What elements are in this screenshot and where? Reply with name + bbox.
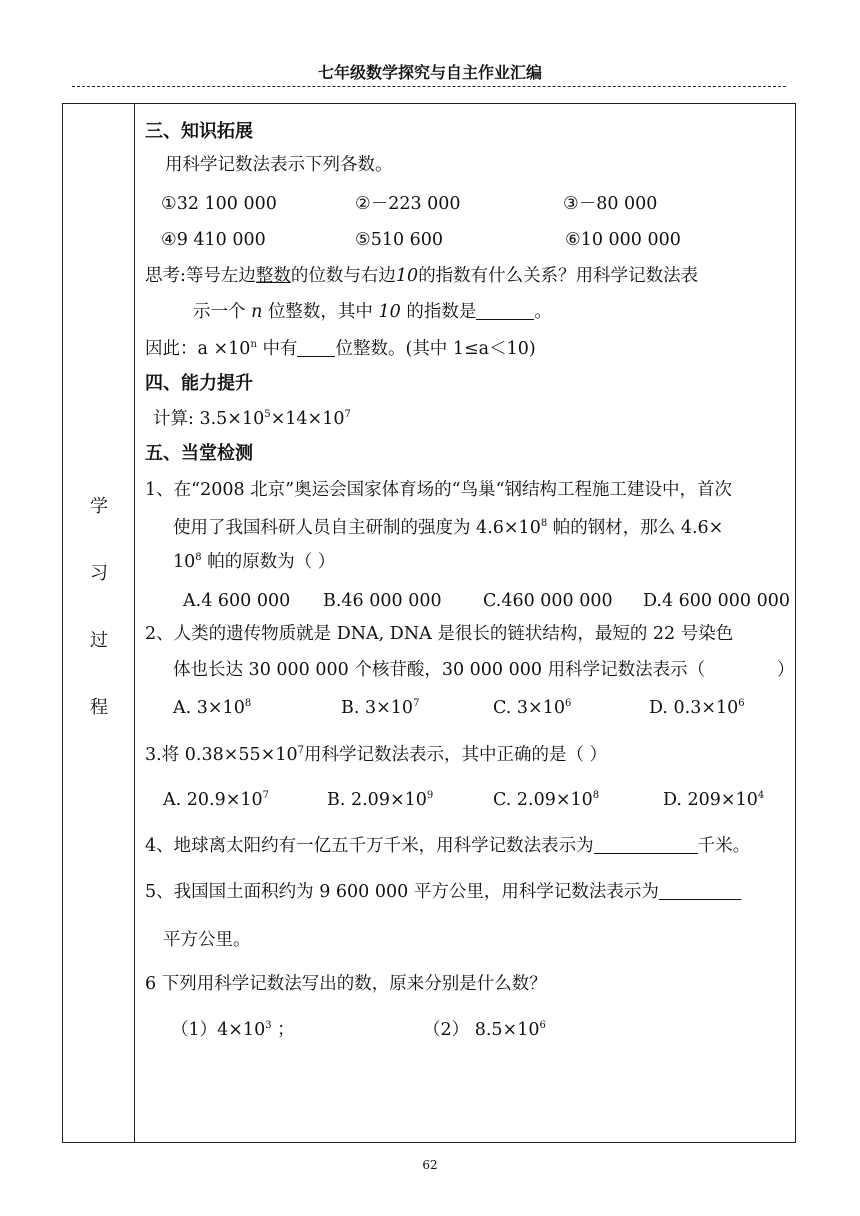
section-heading: 四、能力提升 — [145, 373, 253, 394]
option-c[interactable]: C.460 000 000 — [483, 591, 613, 611]
superscript: 8 — [195, 552, 202, 563]
side-label-char: 过 — [90, 630, 108, 651]
worksheet-table — [62, 103, 796, 1143]
option-text: C. 2.09×10 — [493, 790, 593, 810]
calc-text: 计算: 3.5×10 — [153, 409, 265, 429]
side-label-char: 学 — [90, 496, 108, 517]
option-b[interactable] — [341, 694, 419, 722]
option-b[interactable]: B.46 000 000 — [323, 591, 442, 611]
option-text: D. 0.3×10 — [649, 698, 739, 718]
superscript: 6 — [564, 698, 572, 709]
think-question-cont — [193, 298, 552, 326]
question-1-cont — [173, 514, 723, 542]
think-text: 的位数与右边 — [290, 266, 396, 286]
therefore-line — [145, 335, 536, 363]
q-text: 5、我国国土面积约为 9 600 000 平方公里，用科学记数法表示为 — [145, 882, 659, 902]
calc-problem — [153, 405, 351, 433]
superscript: 7 — [413, 698, 420, 709]
question-2-cont: 体也长达 30 000 000 个核苷酸，30 000 000 用科学记数法表示（ — [173, 660, 706, 680]
superscript: 8 — [244, 698, 252, 709]
option-text: A. 3×10 — [173, 698, 245, 718]
superscript: 8 — [540, 518, 548, 529]
superscript: 4 — [757, 790, 765, 801]
q-text: （2） 8.5×10 — [423, 1020, 540, 1040]
q-text: 千米。 — [697, 836, 751, 856]
superscript: 5 — [264, 409, 271, 420]
q-text: 使用了我国科研人员自主研制的强度为 4.6×10 — [173, 518, 541, 538]
q-text: ； — [271, 1020, 295, 1040]
answer-blank[interactable] — [476, 301, 534, 320]
question-6-item-2 — [423, 1016, 546, 1044]
think-text: 示一个 — [193, 302, 246, 322]
therefore-text: 中有 — [262, 339, 298, 359]
answer-blank[interactable] — [297, 338, 335, 357]
side-label-char: 程 — [90, 697, 108, 718]
question-1: 1、在“2008 北京”奥运会国家体育场的“鸟巢“钢结构工程施工建设中，首次 — [145, 480, 733, 500]
question-4 — [145, 832, 750, 860]
superscript: n — [250, 339, 257, 350]
question-1-cont — [173, 548, 335, 576]
section-intro: 用科学记数法表示下列各数。 — [165, 155, 393, 175]
think-ten: 10 — [395, 266, 419, 286]
q-text: 帕的钢材，那么 4.6× — [552, 518, 724, 538]
q-text: 帕的原数为（ ） — [207, 552, 336, 572]
think-text: 位整数，其中 — [267, 302, 373, 322]
think-text: 的指数有什么关系？用科学记数法表 — [418, 266, 699, 286]
superscript: 8 — [592, 790, 600, 801]
section-heading: 五、当堂检测 — [145, 443, 253, 464]
question-6: 6 下列用科学记数法写出的数，原来分别是什么数？ — [145, 974, 547, 994]
q-text: 4、地球离太阳约有一亿五千万千米，用科学记数法表示为 — [145, 836, 594, 856]
answer-blank[interactable] — [659, 881, 741, 900]
option-text: B. 3×10 — [341, 698, 414, 718]
superscript: 7 — [344, 409, 351, 420]
question-5-cont: 平方公里。 — [163, 930, 251, 950]
option-a[interactable]: A.4 600 000 — [183, 591, 291, 611]
superscript: 6 — [539, 1020, 546, 1031]
superscript: 3 — [265, 1020, 272, 1031]
think-n: n — [251, 302, 263, 322]
superscript: 7 — [262, 790, 270, 801]
q-text: 10 — [173, 552, 196, 572]
question-2-paren: ） — [777, 660, 795, 680]
content-column — [135, 104, 795, 1142]
q-text: 用科学记数法表示，其中正确的是（ ） — [303, 745, 608, 765]
therefore-text: 因此：a ×10 — [145, 339, 251, 359]
question-5 — [145, 878, 741, 906]
think-text: 的指数是 — [406, 302, 477, 322]
option-a[interactable] — [173, 694, 251, 722]
option-d[interactable] — [663, 786, 764, 814]
think-text: 。 — [534, 302, 552, 322]
option-text: D. 209×10 — [663, 790, 758, 810]
think-underlined-word: 整数 — [255, 266, 291, 286]
answer-blank[interactable] — [594, 835, 698, 854]
exercise-item: ②－223 000 — [355, 194, 461, 214]
exercise-item: ④9 410 000 — [161, 230, 266, 250]
side-label-char: 习 — [90, 563, 108, 584]
question-6-item-1 — [171, 1016, 295, 1044]
side-label-column — [63, 104, 135, 1142]
option-c[interactable] — [493, 786, 599, 814]
option-d[interactable] — [649, 694, 745, 722]
exercise-item: ①32 100 000 — [161, 194, 277, 214]
superscript: 7 — [297, 745, 304, 756]
exercise-item: ⑤510 600 — [355, 230, 444, 250]
therefore-text: 位整数。(其中 1≤a＜10) — [335, 339, 536, 359]
exercise-item: ⑥10 000 000 — [565, 230, 681, 250]
q-text: （1）4×10 — [171, 1020, 266, 1040]
option-d[interactable]: D.4 600 000 000 — [643, 591, 790, 611]
page-number: 62 — [422, 1158, 438, 1172]
option-a[interactable] — [163, 786, 269, 814]
q-text: 3.将 0.38×55×10 — [145, 745, 298, 765]
option-text: A. 20.9×10 — [163, 790, 263, 810]
exercise-item: ③－80 000 — [563, 194, 658, 214]
superscript: 9 — [426, 790, 434, 801]
superscript: 6 — [738, 698, 745, 709]
question-3 — [145, 741, 607, 769]
option-text: C. 3×10 — [493, 698, 565, 718]
section-heading: 三、知识拓展 — [145, 121, 253, 142]
option-text: B. 2.09×10 — [327, 790, 427, 810]
calc-text: ×14×10 — [270, 409, 345, 429]
question-2: 2、人类的遗传物质就是 DNA, DNA 是很长的链状结构，最短的 22 号染色 — [145, 624, 734, 644]
think-question — [145, 262, 698, 290]
option-c[interactable] — [493, 694, 571, 722]
think-ten: 10 — [378, 302, 401, 322]
think-text: 思考:等号左边 — [145, 266, 256, 286]
page-header-title: 七年级数学探究与自主作业汇编 — [317, 63, 542, 82]
header-dashed-rule — [72, 86, 786, 87]
option-b[interactable] — [327, 786, 433, 814]
